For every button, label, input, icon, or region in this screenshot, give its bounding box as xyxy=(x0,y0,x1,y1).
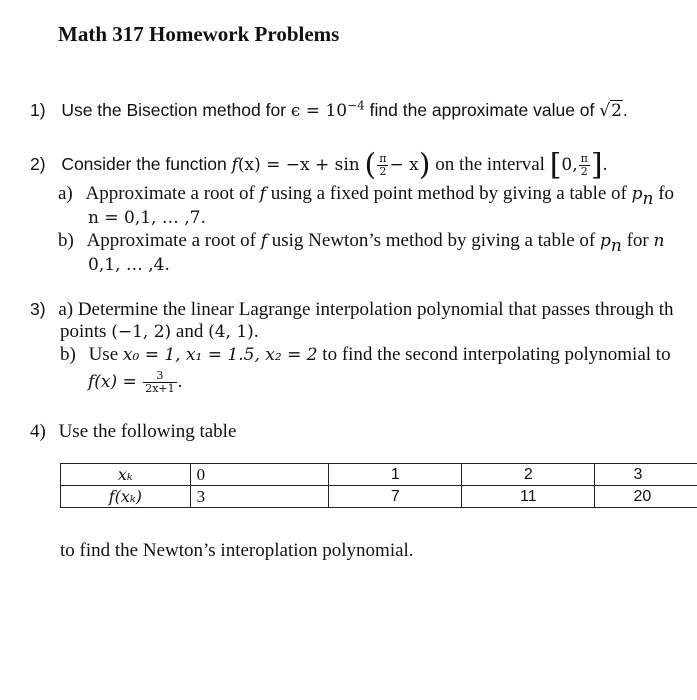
problem-2 xyxy=(30,147,608,183)
fraction-numerator: π xyxy=(379,152,387,166)
problem-2a xyxy=(58,183,675,209)
problem-2a-f: f xyxy=(259,184,266,204)
problem-3b-end: . xyxy=(177,370,183,392)
problem-2b-label: b) xyxy=(58,230,74,251)
problem-2-text: Consider the function xyxy=(61,154,232,174)
table-header-fx: f(xₖ) xyxy=(61,486,191,508)
problem-1-mid: find the approximate value of xyxy=(364,100,600,120)
problem-3-number: 3) xyxy=(30,299,46,319)
problem-3b xyxy=(60,344,671,366)
open-paren: ( xyxy=(364,147,377,183)
problem-3b-nodes: x₀ = 1, x₁ = 1.5, x₂ = 2 xyxy=(122,345,318,365)
sqrt-expression: √2 xyxy=(599,101,622,121)
problem-3b-denominator: 2x+1 xyxy=(145,382,175,395)
problem-2b-f: f xyxy=(260,231,267,251)
problem-4-footer: to find the Newton’s interoplation polynomial. xyxy=(60,540,414,561)
page-title: Math 317 Homework Problems xyxy=(58,22,340,46)
point-1: (−1, 2) xyxy=(111,322,172,342)
problem-1-text: Use the Bisection method for xyxy=(61,100,291,120)
problem-3b-fx: f(x) = xyxy=(88,371,143,392)
problem-2b-text3: for xyxy=(621,230,654,251)
close-paren: ) xyxy=(418,147,431,183)
problem-2a-text3: fo xyxy=(653,183,675,204)
problem-3b-fraction xyxy=(143,370,176,395)
problem-2-number: 2) xyxy=(30,154,46,174)
problem-4 xyxy=(30,421,236,443)
problem-3a-line2 xyxy=(60,321,259,343)
function-definition: (x) = −x + sin xyxy=(237,155,360,175)
table-cell: 3 xyxy=(190,486,329,508)
problem-2b-p: p xyxy=(599,231,611,251)
table-cell: 0 xyxy=(190,464,329,486)
table-cell: 7 xyxy=(329,486,462,508)
problem-3a-points-label: points xyxy=(60,321,112,342)
table-row-x xyxy=(61,464,697,486)
function-name: f xyxy=(231,155,238,175)
problem-3a-and: and xyxy=(171,321,209,342)
table-cell: 1 xyxy=(329,464,462,486)
problem-1 xyxy=(30,99,628,122)
table-header-x: xₖ xyxy=(61,464,191,486)
problem-2a-p: p xyxy=(631,184,643,204)
problem-2a-text2: using a fixed point method by giving a table of xyxy=(265,183,632,204)
problem-2b-n: n xyxy=(653,231,665,251)
epsilon-exponent: −4 xyxy=(347,98,365,113)
close-bracket: ] xyxy=(590,147,603,183)
problem-3b-text: to find the second interpolating polynomial to xyxy=(317,344,671,365)
interval-lower: 0, xyxy=(561,155,578,175)
sqrt-argument: 2 xyxy=(611,101,622,121)
problem-3a-text: a) Determine the linear Lagrange interpolation polynomial that passes through th xyxy=(58,299,674,320)
problem-1-number: 1) xyxy=(30,100,46,120)
data-table xyxy=(60,463,697,508)
problem-3b-use: Use xyxy=(88,344,123,365)
problem-2a-line2: n = 0,1, … ,7. xyxy=(88,208,206,228)
problem-3 xyxy=(30,298,674,321)
problem-1-end: . xyxy=(622,100,628,120)
problem-3b-numerator: 3 xyxy=(143,370,176,383)
problem-2b-text: Approximate a root of xyxy=(86,230,261,251)
problem-2b xyxy=(58,230,665,256)
problem-2b-text2: usig Newton’s method by giving a table of xyxy=(267,230,600,251)
interval-upper-numerator: π xyxy=(580,152,588,166)
table-cell: 3 xyxy=(595,464,697,486)
table-cell: 20 xyxy=(595,486,697,508)
fraction-denominator: 2 xyxy=(379,165,387,179)
problem-2-mid: on the interval xyxy=(430,154,550,175)
problem-3b-line2 xyxy=(88,370,182,395)
point-2: (4, 1) xyxy=(208,322,254,342)
problem-4-text: Use the following table xyxy=(58,421,237,442)
epsilon-expression xyxy=(290,98,365,121)
problem-2a-p-sub: n xyxy=(642,188,654,209)
interval-upper-denominator: 2 xyxy=(580,165,588,179)
table-cell: 2 xyxy=(462,464,595,486)
minus-x: − x xyxy=(389,155,419,175)
problem-2a-text: Approximate a root of xyxy=(85,183,260,204)
epsilon-base: ϵ = 10 xyxy=(290,101,348,121)
pi-over-2-fraction xyxy=(377,153,388,178)
table-cell: 11 xyxy=(462,486,595,508)
problem-3a-end: . xyxy=(253,321,259,342)
problem-2b-line2: 0,1, … ,4. xyxy=(88,255,170,275)
problem-2b-p-sub: n xyxy=(610,235,622,256)
problem-2a-label: a) xyxy=(58,183,73,204)
problem-4-number: 4) xyxy=(30,421,46,442)
table-row-fx xyxy=(61,486,697,508)
open-bracket: [ xyxy=(549,147,562,183)
problem-2-end: . xyxy=(602,154,608,175)
problem-3b-label: b) xyxy=(60,344,76,365)
interval-upper-fraction xyxy=(579,153,590,178)
